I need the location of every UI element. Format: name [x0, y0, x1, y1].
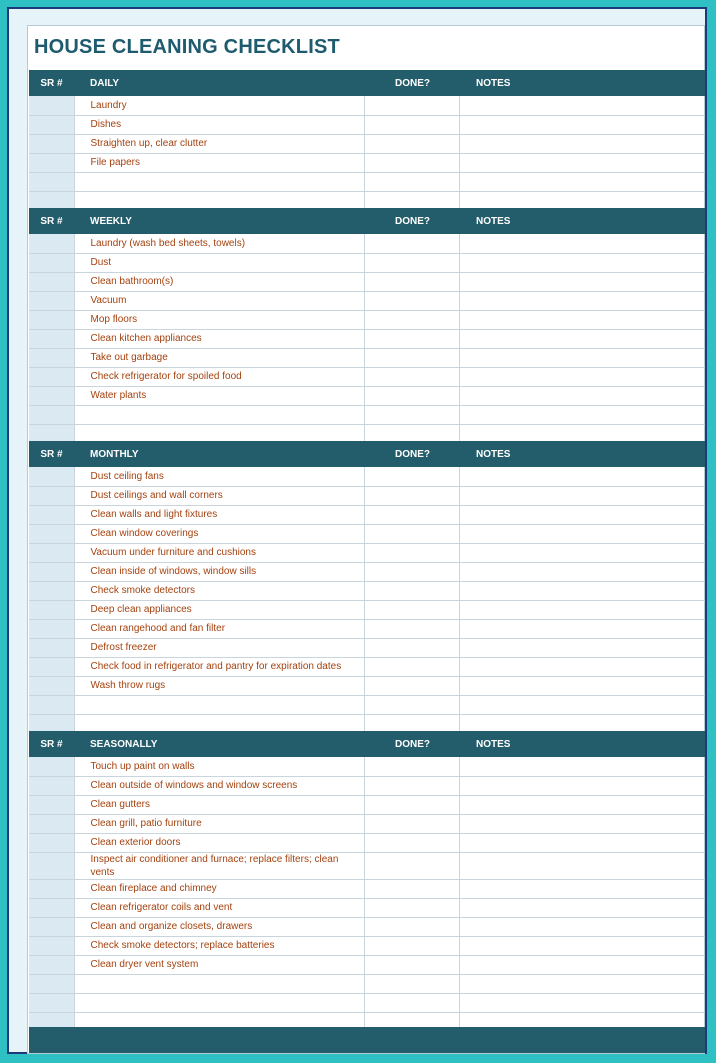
sr-cell[interactable]: [29, 695, 74, 714]
notes-header: NOTES: [459, 70, 705, 96]
done-cell[interactable]: [364, 600, 459, 619]
sr-cell[interactable]: [29, 600, 74, 619]
daily-table: [29, 70, 705, 211]
task-cell[interactable]: Touch up paint on walls: [74, 757, 364, 776]
sr-cell[interactable]: [29, 234, 74, 253]
sr-cell[interactable]: [29, 917, 74, 936]
done-cell[interactable]: [364, 833, 459, 852]
table-row: [29, 917, 705, 936]
done-cell[interactable]: [364, 676, 459, 695]
table-row: [29, 676, 705, 695]
table-row: [29, 795, 705, 814]
notes-cell[interactable]: [459, 638, 705, 657]
sr-cell[interactable]: [29, 879, 74, 898]
done-cell[interactable]: [364, 638, 459, 657]
sr-cell[interactable]: [29, 153, 74, 172]
notes-cell[interactable]: [459, 348, 705, 367]
table-row: [29, 581, 705, 600]
task-cell[interactable]: Clean rangehood and fan filter: [74, 619, 364, 638]
table-row: [29, 310, 705, 329]
notes-cell[interactable]: [459, 134, 705, 153]
done-cell[interactable]: [364, 974, 459, 993]
notes-cell[interactable]: [459, 657, 705, 676]
table-row: [29, 974, 705, 993]
notes-cell[interactable]: [459, 253, 705, 272]
section-header-monthly: MONTHLY: [74, 441, 364, 467]
done-cell[interactable]: [364, 486, 459, 505]
task-cell[interactable]: Clean bathroom(s): [74, 272, 364, 291]
task-cell[interactable]: Clean exterior doors: [74, 833, 364, 852]
notes-cell[interactable]: [459, 467, 705, 486]
table-row: [29, 638, 705, 657]
table-row: [29, 134, 705, 153]
section-header-seasonally: SEASONALLY: [74, 731, 364, 757]
done-cell[interactable]: [364, 936, 459, 955]
notes-cell[interactable]: [459, 272, 705, 291]
table-row: [29, 600, 705, 619]
task-cell[interactable]: Check smoke detectors: [74, 581, 364, 600]
notes-cell[interactable]: [459, 505, 705, 524]
table-row: [29, 898, 705, 917]
table-header-row: [29, 731, 705, 757]
notes-cell[interactable]: [459, 96, 705, 115]
done-cell[interactable]: [364, 172, 459, 191]
table-header-row: [29, 70, 705, 96]
task-cell[interactable]: Clean inside of windows, window sills: [74, 562, 364, 581]
notes-header: NOTES: [459, 208, 705, 234]
sr-cell[interactable]: [29, 795, 74, 814]
task-cell[interactable]: Dishes: [74, 115, 364, 134]
task-cell[interactable]: Dust: [74, 253, 364, 272]
table-row: [29, 367, 705, 386]
sr-cell[interactable]: [29, 505, 74, 524]
notes-cell[interactable]: [459, 917, 705, 936]
done-cell[interactable]: [364, 776, 459, 795]
seasonally-table: [29, 731, 705, 1032]
done-cell[interactable]: [364, 367, 459, 386]
sr-header: SR #: [29, 70, 74, 96]
notes-cell[interactable]: [459, 600, 705, 619]
sr-cell[interactable]: [29, 386, 74, 405]
task-cell[interactable]: [74, 405, 364, 424]
done-cell[interactable]: [364, 386, 459, 405]
task-cell[interactable]: [74, 993, 364, 1012]
sr-cell[interactable]: [29, 329, 74, 348]
task-cell[interactable]: Straighten up, clear clutter: [74, 134, 364, 153]
done-cell[interactable]: [364, 543, 459, 562]
done-cell[interactable]: [364, 153, 459, 172]
table-row: [29, 405, 705, 424]
table-row: [29, 993, 705, 1012]
sr-cell[interactable]: [29, 134, 74, 153]
sr-cell[interactable]: [29, 310, 74, 329]
sr-cell[interactable]: [29, 467, 74, 486]
sr-cell[interactable]: [29, 898, 74, 917]
notes-cell[interactable]: [459, 833, 705, 852]
notes-cell[interactable]: [459, 757, 705, 776]
notes-cell[interactable]: [459, 619, 705, 638]
table-row: [29, 153, 705, 172]
task-cell[interactable]: Clean outside of windows and window screens: [74, 776, 364, 795]
task-cell[interactable]: Water plants: [74, 386, 364, 405]
notes-cell[interactable]: [459, 486, 705, 505]
table-row: [29, 253, 705, 272]
task-cell[interactable]: Take out garbage: [74, 348, 364, 367]
table-row: [29, 776, 705, 795]
notes-cell[interactable]: [459, 386, 705, 405]
table-row: [29, 115, 705, 134]
done-cell[interactable]: [364, 272, 459, 291]
sr-cell[interactable]: [29, 272, 74, 291]
task-cell[interactable]: Clean grill, patio furniture: [74, 814, 364, 833]
table-row: [29, 936, 705, 955]
task-cell[interactable]: Laundry: [74, 96, 364, 115]
done-cell[interactable]: [364, 134, 459, 153]
notes-cell[interactable]: [459, 898, 705, 917]
sr-cell[interactable]: [29, 543, 74, 562]
page-frame: [7, 7, 707, 1054]
notes-cell[interactable]: [459, 291, 705, 310]
done-cell[interactable]: [364, 955, 459, 974]
notes-header: NOTES: [459, 441, 705, 467]
done-cell[interactable]: [364, 562, 459, 581]
done-cell[interactable]: [364, 852, 459, 879]
task-cell[interactable]: Inspect air conditioner and furnace; replace filters; clean vents: [74, 852, 364, 879]
sr-cell[interactable]: [29, 619, 74, 638]
done-header: DONE?: [364, 208, 459, 234]
footer-bar: [29, 1027, 705, 1053]
sr-cell[interactable]: [29, 936, 74, 955]
table-row: [29, 467, 705, 486]
done-cell[interactable]: [364, 581, 459, 600]
table-row: [29, 486, 705, 505]
done-cell[interactable]: [364, 234, 459, 253]
task-cell[interactable]: Clean kitchen appliances: [74, 329, 364, 348]
notes-cell[interactable]: [459, 543, 705, 562]
task-cell[interactable]: Clean window coverings: [74, 524, 364, 543]
sr-cell[interactable]: [29, 405, 74, 424]
done-cell[interactable]: [364, 524, 459, 543]
sr-cell[interactable]: [29, 486, 74, 505]
notes-cell[interactable]: [459, 115, 705, 134]
sr-cell[interactable]: [29, 757, 74, 776]
notes-cell[interactable]: [459, 234, 705, 253]
task-cell[interactable]: Defrost freezer: [74, 638, 364, 657]
notes-cell[interactable]: [459, 676, 705, 695]
notes-cell[interactable]: [459, 524, 705, 543]
notes-cell[interactable]: [459, 955, 705, 974]
sr-cell[interactable]: [29, 814, 74, 833]
done-cell[interactable]: [364, 993, 459, 1012]
done-cell[interactable]: [364, 329, 459, 348]
table-row: [29, 234, 705, 253]
task-cell[interactable]: Dust ceilings and wall corners: [74, 486, 364, 505]
notes-cell[interactable]: [459, 405, 705, 424]
sr-cell[interactable]: [29, 367, 74, 386]
table-row: [29, 543, 705, 562]
sr-header: SR #: [29, 731, 74, 757]
sr-cell[interactable]: [29, 172, 74, 191]
table-row: [29, 695, 705, 714]
notes-cell[interactable]: [459, 936, 705, 955]
done-cell[interactable]: [364, 814, 459, 833]
table-row: [29, 852, 705, 879]
notes-cell[interactable]: [459, 172, 705, 191]
task-cell[interactable]: Wash throw rugs: [74, 676, 364, 695]
done-cell[interactable]: [364, 115, 459, 134]
done-cell[interactable]: [364, 879, 459, 898]
notes-cell[interactable]: [459, 310, 705, 329]
done-cell[interactable]: [364, 898, 459, 917]
table-row: [29, 96, 705, 115]
table-row: [29, 757, 705, 776]
done-cell[interactable]: [364, 96, 459, 115]
task-cell[interactable]: Clean walls and light fixtures: [74, 505, 364, 524]
done-cell[interactable]: [364, 310, 459, 329]
task-cell[interactable]: Clean and organize closets, drawers: [74, 917, 364, 936]
notes-cell[interactable]: [459, 879, 705, 898]
done-header: DONE?: [364, 70, 459, 96]
notes-cell[interactable]: [459, 329, 705, 348]
notes-cell[interactable]: [459, 974, 705, 993]
table-row: [29, 619, 705, 638]
sr-cell[interactable]: [29, 581, 74, 600]
done-header: DONE?: [364, 731, 459, 757]
done-cell[interactable]: [364, 467, 459, 486]
table-header-row: [29, 441, 705, 467]
monthly-table: [29, 441, 705, 734]
notes-cell[interactable]: [459, 581, 705, 600]
task-cell[interactable]: Check food in refrigerator and pantry for expiration dates: [74, 657, 364, 676]
task-cell[interactable]: Clean fireplace and chimney: [74, 879, 364, 898]
notes-cell[interactable]: [459, 562, 705, 581]
sr-header: SR #: [29, 208, 74, 234]
sr-cell[interactable]: [29, 638, 74, 657]
done-cell[interactable]: [364, 795, 459, 814]
sr-cell[interactable]: [29, 524, 74, 543]
table-row: [29, 172, 705, 191]
sr-cell[interactable]: [29, 562, 74, 581]
notes-cell[interactable]: [459, 852, 705, 879]
sr-cell[interactable]: [29, 833, 74, 852]
notes-cell[interactable]: [459, 695, 705, 714]
table-row: [29, 386, 705, 405]
table-row: [29, 879, 705, 898]
done-cell[interactable]: [364, 757, 459, 776]
done-cell[interactable]: [364, 291, 459, 310]
page-title: HOUSE CLEANING CHECKLIST: [34, 36, 340, 58]
notes-cell[interactable]: [459, 776, 705, 795]
task-cell[interactable]: Clean refrigerator coils and vent: [74, 898, 364, 917]
table-row: [29, 657, 705, 676]
table-row: [29, 814, 705, 833]
done-cell[interactable]: [364, 695, 459, 714]
notes-header: NOTES: [459, 731, 705, 757]
table-row: [29, 505, 705, 524]
notes-cell[interactable]: [459, 795, 705, 814]
done-cell[interactable]: [364, 405, 459, 424]
done-cell[interactable]: [364, 505, 459, 524]
notes-cell[interactable]: [459, 367, 705, 386]
sr-header: SR #: [29, 441, 74, 467]
done-cell[interactable]: [364, 348, 459, 367]
done-cell[interactable]: [364, 917, 459, 936]
task-cell[interactable]: Vacuum: [74, 291, 364, 310]
table-row: [29, 348, 705, 367]
task-cell[interactable]: Clean dryer vent system: [74, 955, 364, 974]
sr-cell[interactable]: [29, 115, 74, 134]
table-row: [29, 833, 705, 852]
sr-cell[interactable]: [29, 348, 74, 367]
task-cell[interactable]: Vacuum under furniture and cushions: [74, 543, 364, 562]
section-header-weekly: WEEKLY: [74, 208, 364, 234]
table-row: [29, 291, 705, 310]
task-cell[interactable]: Check smoke detectors; replace batteries: [74, 936, 364, 955]
task-cell[interactable]: Laundry (wash bed sheets, towels): [74, 234, 364, 253]
task-cell[interactable]: [74, 172, 364, 191]
task-cell[interactable]: [74, 974, 364, 993]
weekly-table: [29, 208, 705, 444]
task-cell[interactable]: Clean gutters: [74, 795, 364, 814]
table-row: [29, 272, 705, 291]
task-cell[interactable]: Mop floors: [74, 310, 364, 329]
checklist-sheet: [27, 25, 705, 1054]
sr-cell[interactable]: [29, 852, 74, 879]
task-cell[interactable]: Dust ceiling fans: [74, 467, 364, 486]
sr-cell[interactable]: [29, 974, 74, 993]
notes-cell[interactable]: [459, 153, 705, 172]
done-cell[interactable]: [364, 657, 459, 676]
done-cell[interactable]: [364, 253, 459, 272]
section-header-daily: DAILY: [74, 70, 364, 96]
sr-cell[interactable]: [29, 955, 74, 974]
sr-cell[interactable]: [29, 657, 74, 676]
table-row: [29, 955, 705, 974]
sr-cell[interactable]: [29, 676, 74, 695]
table-row: [29, 524, 705, 543]
task-cell[interactable]: [74, 695, 364, 714]
table-header-row: [29, 208, 705, 234]
task-cell[interactable]: File papers: [74, 153, 364, 172]
sr-cell[interactable]: [29, 291, 74, 310]
done-cell[interactable]: [364, 619, 459, 638]
sr-cell[interactable]: [29, 96, 74, 115]
table-row: [29, 329, 705, 348]
notes-cell[interactable]: [459, 814, 705, 833]
sr-cell[interactable]: [29, 993, 74, 1012]
task-cell[interactable]: Deep clean appliances: [74, 600, 364, 619]
table-row: [29, 562, 705, 581]
sr-cell[interactable]: [29, 776, 74, 795]
sr-cell[interactable]: [29, 253, 74, 272]
task-cell[interactable]: Check refrigerator for spoiled food: [74, 367, 364, 386]
done-header: DONE?: [364, 441, 459, 467]
notes-cell[interactable]: [459, 993, 705, 1012]
